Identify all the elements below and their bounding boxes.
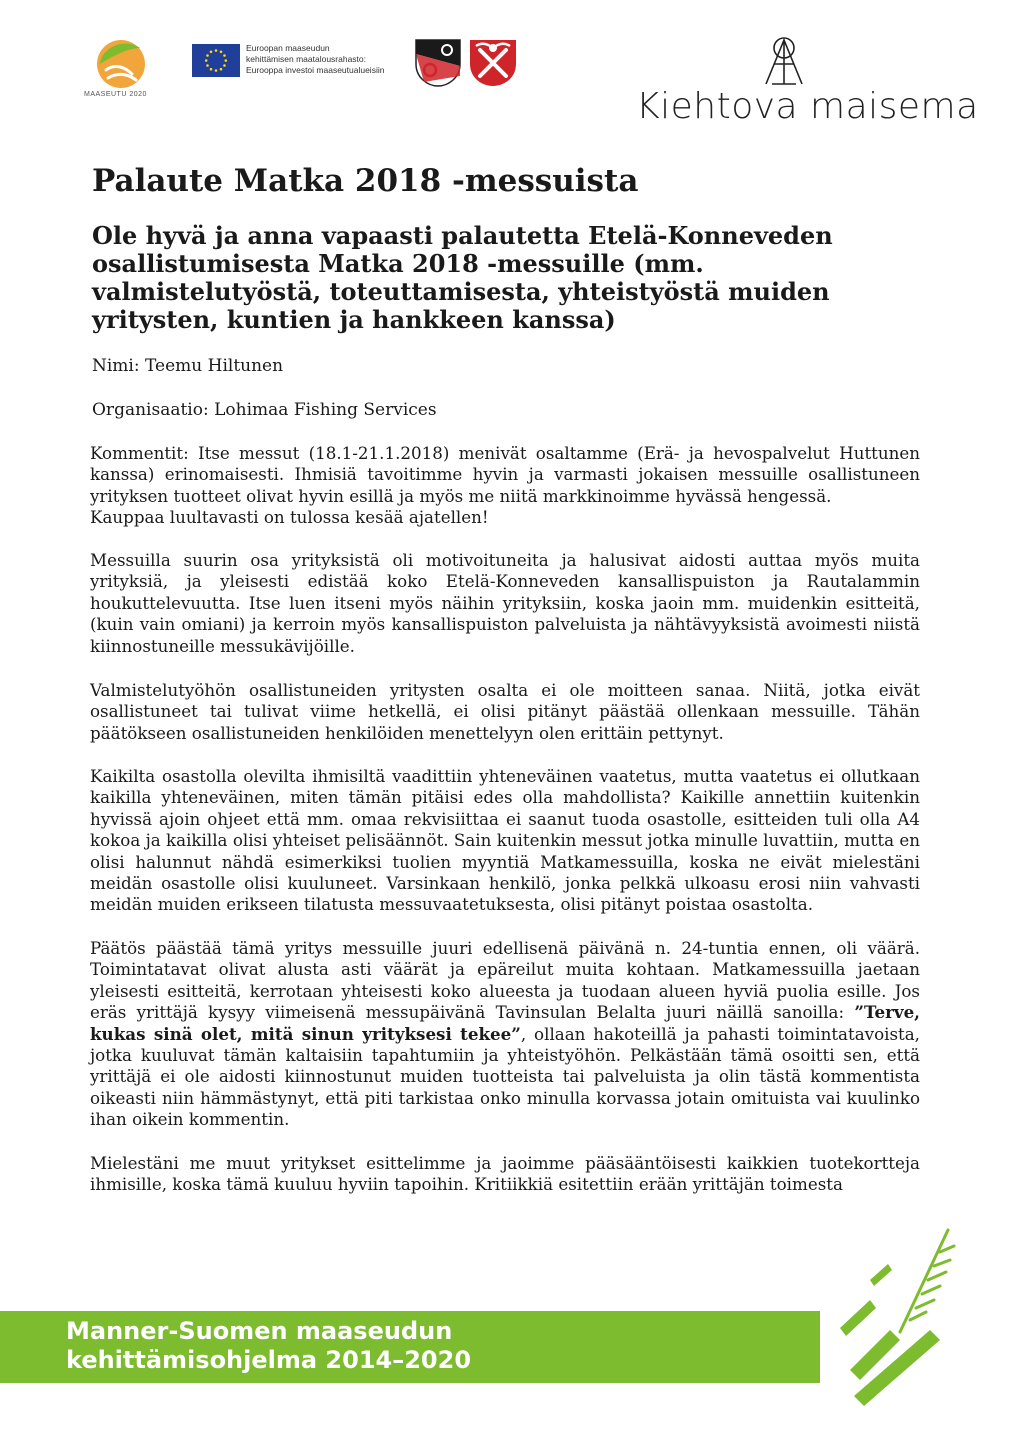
name-label: Nimi: bbox=[92, 356, 140, 376]
eu-text-line: kehittämisen maatalousrahasto: bbox=[246, 54, 367, 64]
name-value: Teemu Hiltunen bbox=[145, 356, 284, 376]
organisation-label: Organisaatio: bbox=[92, 400, 209, 420]
name-field bbox=[92, 356, 283, 376]
organisation-value: Lohimaa Fishing Services bbox=[214, 400, 437, 420]
municipal-crest-icon bbox=[414, 36, 462, 88]
brand-name: Kiehtova maisema bbox=[636, 86, 979, 127]
paragraph-mielestani: Mielestäni me muut yritykset esittelimme ja jaoimme pääsääntöisesti kaikkien tuotekortteja ihmisille, koska tämä kuuluu hyviin tapoihin. Kritiikkiä esitettiin erään yrittäjän toimesta bbox=[90, 1153, 920, 1195]
organisation-field bbox=[92, 400, 437, 420]
footer-program-text bbox=[66, 1317, 471, 1375]
page-title: Palaute Matka 2018 -messuista bbox=[92, 163, 639, 199]
comments-text: Itse messut (18.1-21.1.2018) menivät osaltamme (Erä- ja hevospalvelut Huttunen kanssa) erinomaisesti. Ihmisiä tavoitimme hyvin ja varmasti jokaisen messuille osallistuneen yrityksen tuotteet olivat hyvin esillä ja myös me niitä markkinoimme hyvässä hengessä. bbox=[90, 443, 920, 506]
maaseutu-caption: MAASEUTU 2020 bbox=[84, 91, 147, 98]
paatos-quote: ”Terve, kukas sinä olet, mitä sinun yrityksesi tekee” bbox=[90, 1002, 920, 1044]
paragraph-messuilla: Messuilla suurin osa yrityksistä oli motivoituneita ja halusivat aidosti auttaa myös muita yrityksiä, ja yleisesti edistää koko Etelä-Konneveden kansallispuiston ja Rautalammin houkuttelevuutta. Itse luen itseni myös näihin yrityksiin, koska jaoin mm. muidenkin esitteitä, (kuin vain omiani) ja kerroin myös kansallispuiston palveluista ja nähtävyyksistä avoimesti niistä kiinnostuneille messukävijöille. bbox=[90, 550, 920, 656]
footer-line: kehittämisohjelma 2014–2020 bbox=[66, 1346, 472, 1374]
eu-text-line: Euroopan maaseudun bbox=[246, 43, 330, 53]
comments-text-2: Kauppaa luultavasti on tulossa kesää ajatellen! bbox=[90, 507, 489, 528]
fern-icon bbox=[830, 1220, 970, 1410]
comments-label: Kommentit: bbox=[90, 443, 189, 463]
paatos-start: Päätös päästää tämä yritys messuille juuri edellisenä päivänä n. 24-tuntia ennen, oli väärä. Toimintatavat olivat alusta asti väärät ja epäreilut muita kohtaan. Matkamessuilla jaetaan yleisesti esitteitä, kerrotaan yhteisesti koko alueesta ja tuodaan alueen hyviä puolia esille. Jos eräs yrittäjä kysyy viimeisenä messupäivänä Tavinsulan Belalta juuri näillä sanoilla: bbox=[90, 938, 920, 1023]
paragraph-paatos bbox=[90, 938, 920, 1131]
footer-line: Manner-Suomen maaseudun bbox=[66, 1317, 453, 1345]
municipal-crest-icon bbox=[468, 36, 518, 88]
page-subtitle: Ole hyvä ja anna vapaasti palautetta Etelä-Konneveden osallistumisesta Matka 2018 -messuille (mm. valmistelutyöstä, toteuttamisesta, yhteistyöstä muiden yritysten, kuntien ja hankkeen kanssa) bbox=[92, 221, 833, 334]
paragraph-valmistelu: Valmistelutyöhön osallistuneiden yritysten osalta ei ole moitteen sanaa. Niitä, jotka eivät osallistuneet tai tulivat viime hetkellä, ei olisi pitänyt päästää ollenkaan messuille. Tähän päätökseen osallistuneiden henkilöiden menettelyyn olen erittäin pettynyt. bbox=[90, 680, 920, 743]
eu-text-line: Eurooppa investoi maaseutualueisiin bbox=[246, 65, 385, 75]
eu-fund-text bbox=[246, 43, 384, 76]
paragraph-kaikilta: Kaikilta osastolla olevilta ihmisiltä vaadittiin yhteneväinen vaatetus, mutta vaatetus ei ollutkaan kaikilla yhteneväinen, miten tämän pitäisi edes olla mahdollista? Kaikille annettiin kuitenkin hyvissä ajoin ohjeet että mm. omaa rekvisiittaa ei saanut tuoda osastolle, esitteiden tuli olla A4 kokoa ja kaikilla olisi yhteiset pelisäännöt. Sain kuitenkin messut jotka minulle luvattiin, mutta en olisi halunnut nähdä esimerkiksi tuolien myyntiä Matkamessuilla, koska ne eivät mielestäni meidän osastolle olisi kuuluneet. Varsinkaan henkilö, jonka pelkkä ulkoasu erosi niin vahvasti meidän muiden erikseen tilatusta messuvaatetuksesta, olisi pitänyt poistaa osastolta. bbox=[90, 766, 920, 915]
comments-paragraph bbox=[90, 443, 920, 529]
eu-flag-icon bbox=[192, 44, 240, 77]
paatos-end: , ollaan hakoteillä ja pahasti toimintatavoista, jotka kuuluvat tämän kaltaisiin tapahtumiin ja yhteistyöhön. Pelkästään tämä osoitti sen, että yrittäjä ei ole aidosti kiinnostunut muiden tuotteista tai palveluista ja olin tästä kommentista oikeasti niin hämmästynyt, että piti tarkistaa onko minulla korvassa jotain omituista vai kuulinko ihan oikein kommentin. bbox=[90, 1023, 920, 1130]
kiehtova-maisema-mark bbox=[760, 36, 808, 88]
